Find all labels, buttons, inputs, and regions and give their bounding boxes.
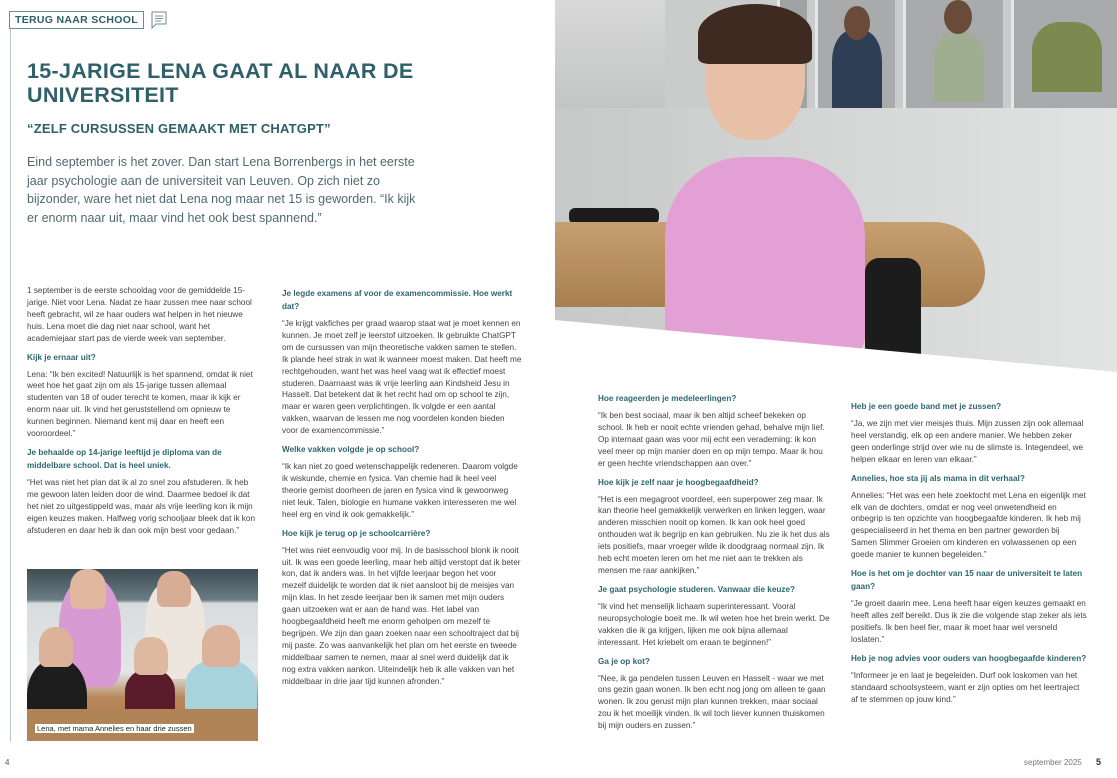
answer: “Ik kan niet zo goed wetenschappelijk redeneren. Daarom volgde ik wiskunde, chemie en fysica. Van chemie had ik heel veel theorie gemist doorheen de jaren en fysica vind ik gewoonweg niet leuk. Talen, biologie en humane vakken interesseren me wel heel erg en vind ik ook gemakkelijk.” [282,462,518,519]
question: Hoe is het om je dochter van 15 naar de universiteit te laten gaan? [851,569,1083,592]
question: Ga je op kot? [598,656,650,666]
question: Hoe kijk je zelf naar je hoogbegaafdheid? [598,477,759,487]
question: Je behaalde op 14-jarige leeftijd je diploma van de middelbare school. Dat is heel uniek. [27,447,222,470]
article-subtitle: “ZELF CURSUSSEN GEMAAKT MET CHATGPT” [27,121,331,136]
answer: “Je krijgt vakfiches per graad waarop staat wat je moet kennen en kunnen. Je moet zelf je leerstof uitzoeken. Ik gebruikte ChatGPT om de cursussen van mijn theoretische vakken samen te stellen. Ik plande heel strak in wat ik wanneer moest maken. Dat heeft me rechtgehouden, want het was heel vaag wat ik effectief moest studeren. Daarnaast was ik vrije leerling aan Kindsheid Jesu in Hasselt. Dat betekent dat ik het recht had om op school te zijn, maar er waren geen verplichtingen. Ik volgde er een aantal vakken, waarvan de lessen me nog voordelen konden bieden voor de examencommissie.” [282,319,522,436]
paragraph: 1 september is de eerste schooldag voor de gemiddelde 15-jarige. Niet voor Lena. Nadat ze haar zussen mee naar school heeft gebracht, wil ze haar ouders wat helpen in het nieuwe huis. Lena moet die dag niet naar school, want het academiejaar start pas de vierde week van september. [27,286,252,343]
photo-caption: Lena, met mama Annelies en haar drie zussen [37,724,192,733]
person-figure [70,569,106,609]
answer: “Ja, we zijn met vier meisjes thuis. Mijn zussen zijn ook allemaal heel verstandig, elk op een andere manier. We hebben zeker geen onderlinge strijd over wie nu de slimste is. Integendeel, we helpen elkaar en leren van elkaar.” [851,419,1084,464]
issue-year: 2025 [1063,758,1082,767]
answer: “Het was niet het plan dat ik al zo snel zou afstuderen. Ik heb me gewoon laten leiden door de wind. Daarmee bedoel ik dat het niet zo uitgestippeld was, maar als vrije leerling kon ik mijn eigen keuzes maken. Halfweg vorig schooljaar bleek dat ik kon afstuderen en daar heb ik dan ook mijn best voor gedaan.” [27,477,256,535]
photo-diagonal-cut [555,0,1117,400]
question: Je legde examens af voor de examencommissie. Hoe werkt dat? [282,289,513,311]
answer: “Je groeit daarin mee. Lena heeft haar eigen keuzes gemaakt en heeft alles zelf bereikt. Dus ik zie die volgende stap zeker als iets positiefs. Ik ben heel fier, maar ik moet haar wel versneld loslaten.” [851,599,1087,644]
question: Welke vakken volgde je op school? [282,445,420,455]
comment-icon[interactable] [151,11,167,29]
column-1 [27,285,257,543]
page-footer [1024,757,1101,767]
question: Hoe reageerden je medeleerlingen? [598,394,737,403]
page-number-left: 4 [5,758,10,767]
answer: Lena: “Ik ben excited! Natuurlijk is het spannend, omdat ik niet weet hoe het gaat zijn om als 15-jarige tussen allemaal studenten van 18 of ouder terecht te komen, maar ik kijk er enorm naar uit. Ik vind het geruststellend om opnieuw te kunnen beginnen. Niemand kent mij daar en heeft een vooroordeel.” [27,369,253,439]
answer: Annelies: “Het was een hele zoektocht met Lena en eigenlijk met elk van de dochters, omdat er nog veel onwetendheid en onbegrip is ten opzichte van hoogbegaafde kinderen. Ik heb mij gespecialiseerd in het thema en ben partner geworden bij Samen Slimmer Groeien om kinderen en volwassenen op een goede manier te kunnen begeleiden.” [851,490,1086,560]
column-2 [282,285,522,693]
answer: “Nee, ik ga pendelen tussen Leuven en Hasselt - waar we met ons gezin gaan wonen. Ik ben echt nog jong om alleen te gaan wonen. Ik zou gerust mijn plan kunnen trekken, maar sociaal zou ik het moeilijk vinden. Ik wil toch liever kunnen thuiskomen bij mijn ouders en zussen.” [598,673,826,731]
issue-month: september [1023,758,1062,767]
person-figure [202,625,240,667]
question: Heb je een goede band met je zussen? [851,402,1002,411]
family-photo [27,569,258,741]
question: Hoe kijk je terug op je schoolcarrière? [282,528,431,538]
article-title: 15-JARIGE LENA GAAT AL NAAR DE UNIVERSITEIT [27,59,414,107]
answer: “Informeer je en laat je begeleiden. Durf ook loskomen van het standaard schoolsysteem, want er zijn opties om het leertraject af te stemmen op jouw kind.” [851,670,1080,704]
person-figure [134,637,168,675]
article-intro: Eind september is het zover. Dan start Lena Borrenbergs in het eerste jaar psychologie aan de universiteit van Leuven. Op zich niet zo bijzonder, ware het niet dat Lena nog maar net 15 is geworden. “Ik kijk er enorm naar uit, maar vind het ook best spannend.” [27,155,416,225]
answer: “Ik ben best sociaal, maar ik ben altijd scheef bekeken op school. Ik heb er nooit echte vrienden gehad, behalve mijn lief. Op internaat gaan was voor mij echt een verademing: ik kon veel meer op mijn manier doen en op mijn tempo. Maar ik hou er geen hechte vriendschappen aan over.” [598,411,825,468]
answer: “Het was niet eenvoudig voor mij. In de basisschool blonk ik nooit uit. Ik was een goede leerling, maar heb altijd verstopt dat ik beter kon, dat ik anders was. In het vijfde leerjaar begon het voor mezelf duidelijk te worden dat ik niet aansloot bij de meisjes van mijn klas. In het zesde leerjaar ben ik samen met mijn ouders gaan uitzoeken wat er aan de hand was. Het label van hoogbegaafdheid heeft me enorm geholpen om mezelf te begrijpen. We zijn dan gaan zoeken naar een schooltraject dat bij mij paste. Zo was aanvankelijk het plan om het eerste en tweede middelbaar samen te nemen, maar al snel werd duidelijk dat ik nog extra vakken aankon. Uiteindelijk heb ik alle vakken van het middelbaar in drie jaar tijd kunnen afronden.” [282,545,521,686]
answer: “Ik vind het menselijk lichaam superinteressant. Vooral neuropsychologie boeit me. Ik wil weten hoe het brein werkt. De vakken die ik ga krijgen, lijken me ook bijna allemaal interessant. Het kriebelt om eraan te beginnen!” [598,601,830,647]
question: Annelies, hoe sta jij als mama in dit verhaal? [851,473,1025,483]
left-page [0,0,555,778]
question: Kijk je ernaar uit? [27,352,96,362]
page-number-right: 5 [1095,757,1101,767]
answer: “Het is een megagroot voordeel, een superpower zeg maar. Ik kan theorie heel gemakkelijk verwerken en linken leggen, waar anderen misschien nooit op komen. Ik kan ook heel goed onthouden wat ik begrijp en kan gebruiken. Nu zie ik het dus als iets positiefs, maar vroeger wilde ik doodgraag normaal zijn. Ik heb echt moeten leren om het me niet aan te trekken als mensen me raar aankijken.” [598,494,830,575]
person-figure [157,571,191,607]
person-figure [39,627,73,667]
question: Heb je nog advies voor ouders van hoogbegaafde kinderen? [851,653,1087,663]
question: Je gaat psychologie studeren. Vanwaar die keuze? [598,584,796,594]
frame-line [10,28,11,742]
section-tag[interactable]: TERUG NAAR SCHOOL [9,11,144,29]
column-3 [598,390,830,738]
column-4 [851,398,1087,711]
